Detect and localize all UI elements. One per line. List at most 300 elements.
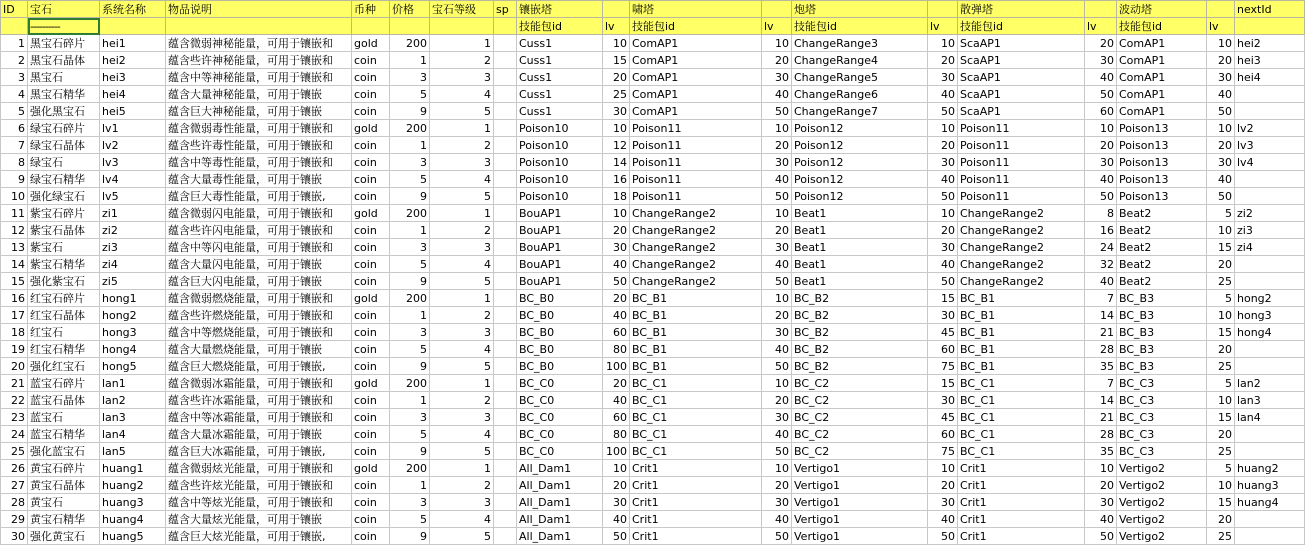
cell[interactable]: coin: [352, 52, 390, 69]
cell[interactable]: Vertigo2: [1117, 477, 1207, 494]
cell[interactable]: 10: [762, 120, 792, 137]
cell[interactable]: 9: [390, 358, 430, 375]
cell[interactable]: 4: [430, 86, 494, 103]
cell[interactable]: [494, 52, 517, 69]
cell[interactable]: lan4: [1235, 409, 1305, 426]
cell[interactable]: BC_C2: [792, 426, 928, 443]
cell[interactable]: 15: [928, 290, 958, 307]
cell[interactable]: coin: [352, 188, 390, 205]
cell[interactable]: 强化黄宝石: [28, 528, 100, 545]
cell[interactable]: [1235, 443, 1305, 460]
cell[interactable]: 蕴含微弱神秘能量，可用于镶嵌和: [166, 35, 352, 52]
cell[interactable]: lan3: [1235, 392, 1305, 409]
cell[interactable]: 60: [928, 426, 958, 443]
cell[interactable]: 12: [603, 137, 630, 154]
cell[interactable]: BC_C3: [1117, 392, 1207, 409]
cell[interactable]: Cuss1: [517, 86, 603, 103]
cell[interactable]: 15: [1207, 494, 1235, 511]
cell[interactable]: 强化绿宝石: [28, 188, 100, 205]
cell[interactable]: 21: [1085, 324, 1117, 341]
cell[interactable]: [762, 1, 792, 18]
cell[interactable]: 50: [928, 273, 958, 290]
cell[interactable]: 5: [390, 256, 430, 273]
cell[interactable]: BC_B1: [630, 307, 762, 324]
cell[interactable]: [494, 460, 517, 477]
cell[interactable]: 20: [762, 392, 792, 409]
cell[interactable]: 50: [762, 443, 792, 460]
cell[interactable]: Vertigo1: [792, 477, 928, 494]
cell[interactable]: coin: [352, 426, 390, 443]
cell[interactable]: Poison13: [1117, 188, 1207, 205]
cell[interactable]: 9: [390, 188, 430, 205]
cell[interactable]: huang4: [1235, 494, 1305, 511]
cell[interactable]: Crit1: [630, 494, 762, 511]
cell[interactable]: 30: [928, 307, 958, 324]
cell[interactable]: 30: [928, 154, 958, 171]
cell[interactable]: gold: [352, 290, 390, 307]
cell[interactable]: 黑宝石晶体: [28, 52, 100, 69]
cell[interactable]: 50: [762, 358, 792, 375]
cell[interactable]: Cuss1: [517, 35, 603, 52]
cell[interactable]: All_Dam1: [517, 494, 603, 511]
cell[interactable]: 40: [1085, 511, 1117, 528]
cell[interactable]: 40: [1207, 86, 1235, 103]
cell[interactable]: 技能包id: [630, 18, 762, 35]
cell[interactable]: 蕴含巨大燃烧能量，可用于镶嵌,: [166, 358, 352, 375]
cell[interactable]: 1: [390, 222, 430, 239]
cell[interactable]: huang5: [100, 528, 166, 545]
cell[interactable]: [494, 324, 517, 341]
cell[interactable]: 30: [928, 392, 958, 409]
cell[interactable]: 10: [603, 205, 630, 222]
cell[interactable]: coin: [352, 273, 390, 290]
cell[interactable]: 3: [390, 154, 430, 171]
cell[interactable]: 40: [762, 256, 792, 273]
cell[interactable]: 21: [1085, 409, 1117, 426]
cell[interactable]: 黄宝石: [28, 494, 100, 511]
cell[interactable]: [603, 1, 630, 18]
cell[interactable]: [1235, 171, 1305, 188]
cell[interactable]: 50: [603, 273, 630, 290]
cell[interactable]: 1: [430, 205, 494, 222]
cell[interactable]: ChangeRange7: [792, 103, 928, 120]
cell[interactable]: 3: [430, 494, 494, 511]
cell[interactable]: hong4: [100, 341, 166, 358]
cell[interactable]: BC_C1: [630, 409, 762, 426]
cell[interactable]: Poison12: [792, 137, 928, 154]
cell[interactable]: 40: [603, 307, 630, 324]
cell[interactable]: Poison13: [1117, 171, 1207, 188]
cell[interactable]: 50: [928, 188, 958, 205]
cell[interactable]: [352, 18, 390, 35]
cell[interactable]: 20: [603, 375, 630, 392]
cell[interactable]: [494, 154, 517, 171]
cell[interactable]: 40: [928, 171, 958, 188]
cell[interactable]: BC_B2: [792, 290, 928, 307]
cell[interactable]: lan4: [100, 426, 166, 443]
cell[interactable]: BC_C3: [1117, 409, 1207, 426]
cell[interactable]: lv4: [1235, 154, 1305, 171]
cell[interactable]: 20: [603, 290, 630, 307]
cell[interactable]: Beat1: [792, 239, 928, 256]
cell[interactable]: [928, 1, 958, 18]
cell[interactable]: 紫宝石: [28, 239, 100, 256]
cell[interactable]: 蕴含微弱毒性能量，可用于镶嵌和: [166, 120, 352, 137]
cell[interactable]: 5: [1, 103, 28, 120]
cell[interactable]: ComAP1: [1117, 69, 1207, 86]
cell[interactable]: 29: [1, 511, 28, 528]
cell[interactable]: 5: [390, 511, 430, 528]
cell[interactable]: ComAP1: [630, 52, 762, 69]
cell[interactable]: BC_C1: [958, 426, 1085, 443]
cell[interactable]: 3: [430, 69, 494, 86]
cell[interactable]: coin: [352, 103, 390, 120]
cell[interactable]: 20: [1207, 137, 1235, 154]
cell[interactable]: BC_B1: [958, 307, 1085, 324]
cell[interactable]: Poison11: [630, 154, 762, 171]
cell[interactable]: lan1: [100, 375, 166, 392]
cell[interactable]: 紫宝石精华: [28, 256, 100, 273]
cell[interactable]: 5: [390, 171, 430, 188]
cell[interactable]: BC_B3: [1117, 358, 1207, 375]
cell[interactable]: 黄宝石精华: [28, 511, 100, 528]
cell[interactable]: 12: [1, 222, 28, 239]
cell[interactable]: ChangeRange2: [958, 273, 1085, 290]
cell[interactable]: lan2: [1235, 375, 1305, 392]
cell[interactable]: 1: [430, 120, 494, 137]
cell[interactable]: [494, 409, 517, 426]
cell[interactable]: [494, 137, 517, 154]
cell[interactable]: lv4: [100, 171, 166, 188]
cell[interactable]: 30: [928, 239, 958, 256]
cell[interactable]: 40: [762, 341, 792, 358]
cell[interactable]: BC_B0: [517, 358, 603, 375]
cell[interactable]: 32: [1085, 256, 1117, 273]
cell[interactable]: BC_B0: [517, 341, 603, 358]
cell[interactable]: 10: [762, 205, 792, 222]
cell[interactable]: 绿宝石晶体: [28, 137, 100, 154]
cell[interactable]: BC_B2: [792, 358, 928, 375]
cell[interactable]: BC_B2: [792, 341, 928, 358]
cell[interactable]: 20: [762, 52, 792, 69]
cell[interactable]: gold: [352, 375, 390, 392]
cell[interactable]: 50: [1085, 188, 1117, 205]
cell[interactable]: 18: [1, 324, 28, 341]
cell[interactable]: ----------: [28, 18, 100, 35]
cell[interactable]: 20: [1207, 426, 1235, 443]
cell[interactable]: 40: [762, 426, 792, 443]
cell[interactable]: 6: [1, 120, 28, 137]
cell[interactable]: [494, 239, 517, 256]
cell[interactable]: hei1: [100, 35, 166, 52]
cell[interactable]: 60: [928, 341, 958, 358]
cell[interactable]: 2: [430, 137, 494, 154]
cell[interactable]: 14: [1085, 307, 1117, 324]
cell[interactable]: Crit1: [958, 477, 1085, 494]
cell[interactable]: ComAP1: [1117, 103, 1207, 120]
cell[interactable]: hei4: [100, 86, 166, 103]
cell[interactable]: 5: [430, 103, 494, 120]
cell[interactable]: 21: [1, 375, 28, 392]
cell[interactable]: 11: [1, 205, 28, 222]
cell[interactable]: 50: [762, 273, 792, 290]
cell[interactable]: 10: [762, 290, 792, 307]
cell[interactable]: 20: [603, 222, 630, 239]
cell[interactable]: 20: [762, 477, 792, 494]
cell[interactable]: 10: [928, 460, 958, 477]
cell[interactable]: BouAP1: [517, 239, 603, 256]
cell[interactable]: 宝石等级: [430, 1, 494, 18]
cell[interactable]: Poison13: [1117, 120, 1207, 137]
cell[interactable]: ComAP1: [630, 86, 762, 103]
cell[interactable]: hei3: [1235, 52, 1305, 69]
cell[interactable]: 10: [762, 460, 792, 477]
cell[interactable]: [494, 392, 517, 409]
cell[interactable]: Crit1: [958, 511, 1085, 528]
cell[interactable]: 蕴含些许冰霜能量，可用于镶嵌和: [166, 392, 352, 409]
cell[interactable]: [1235, 358, 1305, 375]
cell[interactable]: coin: [352, 528, 390, 545]
cell[interactable]: Crit1: [958, 460, 1085, 477]
cell[interactable]: 3: [430, 154, 494, 171]
cell[interactable]: hong2: [100, 307, 166, 324]
cell[interactable]: 10: [603, 35, 630, 52]
cell[interactable]: 4: [430, 256, 494, 273]
cell[interactable]: 蕴含中等毒性能量，可用于镶嵌和: [166, 154, 352, 171]
cell[interactable]: 蕴含些许闪电能量，可用于镶嵌和: [166, 222, 352, 239]
cell[interactable]: [1235, 18, 1305, 35]
cell[interactable]: 2: [1, 52, 28, 69]
cell[interactable]: 20: [762, 137, 792, 154]
cell[interactable]: 黑宝石碎片: [28, 35, 100, 52]
cell[interactable]: 黄宝石碎片: [28, 460, 100, 477]
cell[interactable]: 20: [1085, 477, 1117, 494]
cell[interactable]: BC_B3: [1117, 307, 1207, 324]
cell[interactable]: 价格: [390, 1, 430, 18]
cell[interactable]: BC_C1: [630, 426, 762, 443]
cell[interactable]: 30: [603, 239, 630, 256]
cell[interactable]: 20: [1085, 137, 1117, 154]
cell[interactable]: BC_B3: [1117, 324, 1207, 341]
cell[interactable]: 蕴含些许燃烧能量，可用于镶嵌和: [166, 307, 352, 324]
cell[interactable]: 1: [430, 290, 494, 307]
cell[interactable]: Poison12: [792, 120, 928, 137]
cell[interactable]: coin: [352, 511, 390, 528]
cell[interactable]: Poison12: [792, 154, 928, 171]
cell[interactable]: 10: [1207, 477, 1235, 494]
cell[interactable]: gold: [352, 460, 390, 477]
cell[interactable]: Crit1: [630, 460, 762, 477]
cell[interactable]: 10: [1207, 307, 1235, 324]
cell[interactable]: 35: [1085, 358, 1117, 375]
cell[interactable]: hei5: [100, 103, 166, 120]
cell[interactable]: 25: [1207, 528, 1235, 545]
cell[interactable]: 50: [762, 528, 792, 545]
cell[interactable]: 啸塔: [630, 1, 762, 18]
cell[interactable]: 20: [928, 477, 958, 494]
cell[interactable]: 蕴含微弱冰霜能量，可用于镶嵌和: [166, 375, 352, 392]
cell[interactable]: ComAP1: [1117, 86, 1207, 103]
cell[interactable]: Poison11: [958, 137, 1085, 154]
cell[interactable]: 5: [430, 528, 494, 545]
cell[interactable]: Crit1: [630, 528, 762, 545]
cell[interactable]: Poison12: [792, 171, 928, 188]
cell[interactable]: 10: [603, 460, 630, 477]
cell[interactable]: 30: [762, 409, 792, 426]
cell[interactable]: 40: [928, 86, 958, 103]
cell[interactable]: hei2: [100, 52, 166, 69]
cell[interactable]: 15: [1207, 324, 1235, 341]
cell[interactable]: 7: [1085, 375, 1117, 392]
cell[interactable]: 30: [762, 239, 792, 256]
cell[interactable]: huang2: [1235, 460, 1305, 477]
cell[interactable]: coin: [352, 409, 390, 426]
cell[interactable]: lan2: [100, 392, 166, 409]
cell[interactable]: 28: [1, 494, 28, 511]
cell[interactable]: 5: [390, 341, 430, 358]
cell[interactable]: coin: [352, 341, 390, 358]
cell[interactable]: 30: [762, 324, 792, 341]
cell[interactable]: lv3: [1235, 137, 1305, 154]
cell[interactable]: 2: [430, 392, 494, 409]
cell[interactable]: 4: [1, 86, 28, 103]
cell[interactable]: 1: [430, 375, 494, 392]
cell[interactable]: 9: [390, 273, 430, 290]
cell[interactable]: coin: [352, 69, 390, 86]
cell[interactable]: 蕴含大量闪电能量，可用于镶嵌: [166, 256, 352, 273]
cell[interactable]: [166, 18, 352, 35]
cell[interactable]: 8: [1, 154, 28, 171]
cell[interactable]: 10: [1207, 392, 1235, 409]
cell[interactable]: 23: [1, 409, 28, 426]
cell[interactable]: coin: [352, 392, 390, 409]
cell[interactable]: 50: [1085, 528, 1117, 545]
cell[interactable]: 3: [390, 239, 430, 256]
cell[interactable]: BC_B2: [792, 307, 928, 324]
cell[interactable]: 20: [762, 307, 792, 324]
cell[interactable]: BC_C0: [517, 375, 603, 392]
cell[interactable]: 3: [430, 324, 494, 341]
cell[interactable]: 1: [390, 307, 430, 324]
cell[interactable]: 1: [430, 460, 494, 477]
cell[interactable]: coin: [352, 494, 390, 511]
cell[interactable]: 蕴含中等神秘能量，可用于镶嵌和: [166, 69, 352, 86]
cell[interactable]: BC_B1: [958, 341, 1085, 358]
cell[interactable]: ChangeRange4: [792, 52, 928, 69]
cell[interactable]: coin: [352, 137, 390, 154]
cell[interactable]: gold: [352, 35, 390, 52]
cell[interactable]: 10: [1207, 35, 1235, 52]
cell[interactable]: Poison13: [1117, 154, 1207, 171]
cell[interactable]: 币种: [352, 1, 390, 18]
cell[interactable]: coin: [352, 86, 390, 103]
cell[interactable]: 40: [603, 256, 630, 273]
cell[interactable]: BC_C1: [958, 392, 1085, 409]
cell[interactable]: 7: [1085, 290, 1117, 307]
cell[interactable]: All_Dam1: [517, 528, 603, 545]
cell[interactable]: Poison13: [1117, 137, 1207, 154]
cell[interactable]: 10: [762, 35, 792, 52]
cell[interactable]: lv5: [100, 188, 166, 205]
cell[interactable]: ScaAP1: [958, 52, 1085, 69]
cell[interactable]: 蕴含些许炫光能量，可用于镶嵌和: [166, 477, 352, 494]
cell[interactable]: 5: [1207, 460, 1235, 477]
cell[interactable]: 100: [603, 443, 630, 460]
cell[interactable]: 蕴含巨大神秘能量，可用于镶嵌: [166, 103, 352, 120]
cell[interactable]: 50: [928, 528, 958, 545]
cell[interactable]: hong1: [100, 290, 166, 307]
cell[interactable]: 18: [603, 188, 630, 205]
cell[interactable]: BC_B1: [630, 358, 762, 375]
cell[interactable]: Vertigo1: [792, 460, 928, 477]
cell[interactable]: 80: [603, 341, 630, 358]
cell[interactable]: zi5: [100, 273, 166, 290]
cell[interactable]: [494, 511, 517, 528]
cell[interactable]: 50: [762, 188, 792, 205]
cell[interactable]: [494, 358, 517, 375]
cell[interactable]: 5: [390, 426, 430, 443]
cell[interactable]: 35: [1085, 443, 1117, 460]
cell[interactable]: 1: [430, 35, 494, 52]
cell[interactable]: 1: [390, 392, 430, 409]
cell[interactable]: 蕴含巨大毒性能量，可用于镶嵌,: [166, 188, 352, 205]
cell[interactable]: Beat2: [1117, 239, 1207, 256]
cell[interactable]: coin: [352, 171, 390, 188]
cell[interactable]: [494, 307, 517, 324]
cell[interactable]: 强化黑宝石: [28, 103, 100, 120]
cell[interactable]: 16: [1, 290, 28, 307]
cell[interactable]: 20: [928, 222, 958, 239]
cell[interactable]: 1: [390, 52, 430, 69]
cell[interactable]: [494, 69, 517, 86]
cell[interactable]: huang4: [100, 511, 166, 528]
cell[interactable]: lv: [762, 18, 792, 35]
cell[interactable]: [100, 18, 166, 35]
cell[interactable]: 黄宝石晶体: [28, 477, 100, 494]
cell[interactable]: [494, 188, 517, 205]
cell[interactable]: [1235, 103, 1305, 120]
cell[interactable]: 25: [1207, 358, 1235, 375]
cell[interactable]: Vertigo2: [1117, 460, 1207, 477]
cell[interactable]: 2: [430, 222, 494, 239]
cell[interactable]: Crit1: [958, 528, 1085, 545]
cell[interactable]: huang1: [100, 460, 166, 477]
cell[interactable]: 蕴含中等闪电能量，可用于镶嵌和: [166, 239, 352, 256]
cell[interactable]: 强化蓝宝石: [28, 443, 100, 460]
cell[interactable]: ScaAP1: [958, 35, 1085, 52]
cell[interactable]: 16: [603, 171, 630, 188]
cell[interactable]: BC_B1: [630, 341, 762, 358]
cell[interactable]: All_Dam1: [517, 477, 603, 494]
cell[interactable]: [494, 256, 517, 273]
cell[interactable]: [1085, 1, 1117, 18]
cell[interactable]: 50: [762, 103, 792, 120]
cell[interactable]: BC_C1: [958, 443, 1085, 460]
cell[interactable]: BC_B1: [958, 290, 1085, 307]
cell[interactable]: 15: [1207, 239, 1235, 256]
cell[interactable]: 蕴含巨大炫光能量，可用于镶嵌,: [166, 528, 352, 545]
cell[interactable]: BC_C1: [958, 409, 1085, 426]
cell[interactable]: BC_C2: [792, 443, 928, 460]
cell[interactable]: BC_C0: [517, 392, 603, 409]
cell[interactable]: hei4: [1235, 69, 1305, 86]
cell[interactable]: 蕴含中等炫光能量，可用于镶嵌和: [166, 494, 352, 511]
cell[interactable]: 紫宝石晶体: [28, 222, 100, 239]
cell[interactable]: [430, 18, 494, 35]
cell[interactable]: 200: [390, 35, 430, 52]
cell[interactable]: 红宝石晶体: [28, 307, 100, 324]
cell[interactable]: 200: [390, 460, 430, 477]
